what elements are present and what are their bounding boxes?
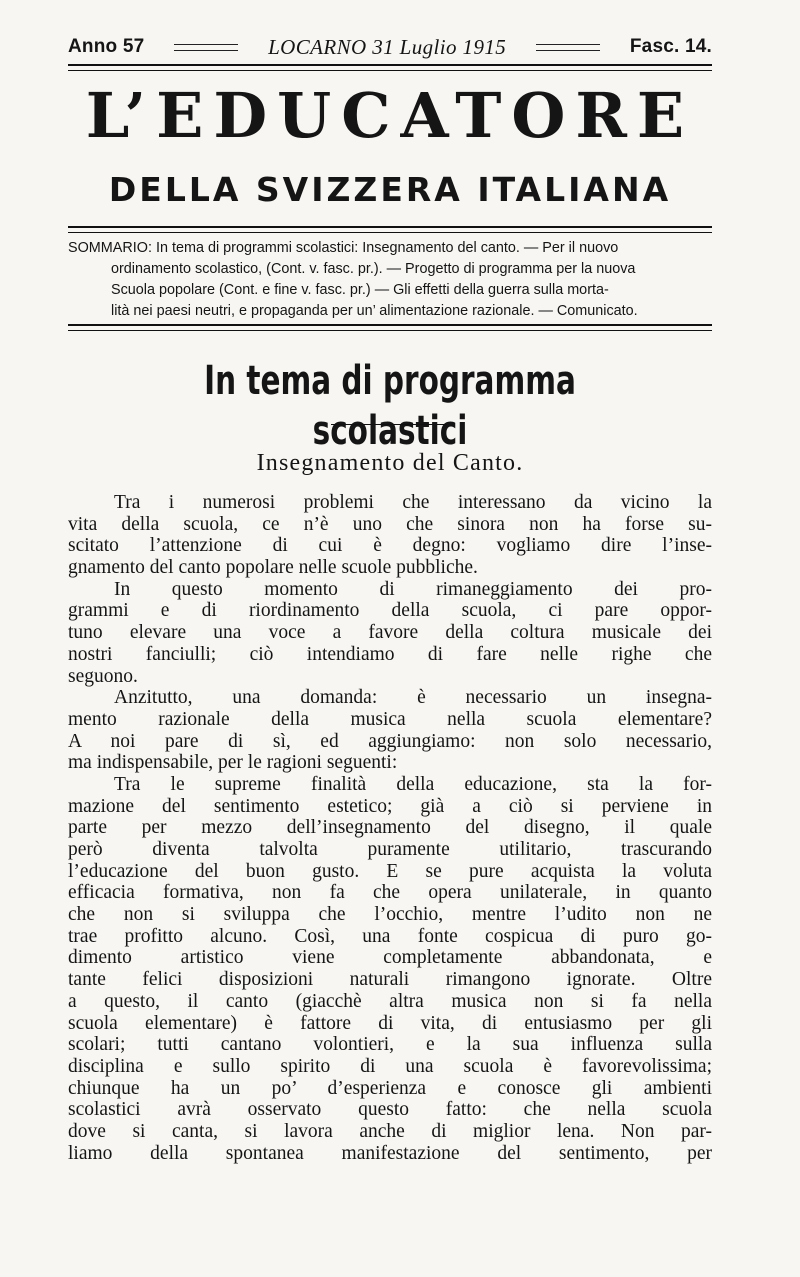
masthead-subtitle: DELLA SVIZZERA ITALIANA xyxy=(108,170,672,209)
text-line: scolastici avrà osservato questo fatto: che nella scuola xyxy=(68,1099,712,1121)
text-line: A noi pare di sì, ed aggiungiamo: non solo necessario, xyxy=(68,730,712,752)
decorative-rule xyxy=(536,44,600,51)
text-line: parte per mezzo dell’insegnamento del disegno, il quale xyxy=(68,817,712,839)
text-line: tuno elevare una voce a favore della coltura musicale dei xyxy=(68,622,712,644)
issue-line xyxy=(68,34,712,60)
text-line: gnamento del canto popolare nelle scuole pubbliche. xyxy=(68,557,478,579)
text-line: vita della scuola, ce n’è uno che sinora non ha forse su- xyxy=(68,513,712,535)
issue-number: Anno 57 xyxy=(68,36,145,57)
summary-line: lità nei paesi neutri, e propaganda per un’ alimentazione razionale. — Comunicato. xyxy=(111,303,638,319)
text-line: scitato l’attenzione di cui è degno: vogliamo dire l’inse- xyxy=(68,535,712,557)
text-line: mento razionale della musica nella scuola elementare? xyxy=(68,708,712,730)
section-title: Insegnamento del Canto. xyxy=(256,450,524,476)
text-line: grammi e di riordinamento della scuola, ci pare oppor- xyxy=(68,600,712,622)
text-line: scuola elementare) è fattore di vita, di entusiasmo per gli xyxy=(68,1012,712,1034)
text-line: però diventa talvolta puramente utilitario, trascurando xyxy=(68,839,712,860)
text-line: a questo, il canto (giacchè altra musica non si fa nella xyxy=(68,990,712,1012)
article-body xyxy=(68,492,712,1164)
text-line: l’educazione del buon gusto. E se pure acquista la voluta xyxy=(68,860,712,882)
summary-line: Scuola popolare (Cont. e fine v. fasc. pr.) — Gli effetti della guerra sulla morta- xyxy=(111,282,609,298)
text-line: mazione del sentimento estetico; già a ciò si perviene in xyxy=(68,795,712,817)
masthead-rule xyxy=(68,226,712,233)
text-line: dove si canta, si lavora anche di miglior lena. Non par- xyxy=(68,1120,712,1142)
summary-block xyxy=(68,238,712,322)
summary-line xyxy=(68,238,712,259)
text-line: efficacia formativa, non fa che opera unilaterale, in quanto xyxy=(68,882,712,904)
dateline: LOCARNO 31 Luglio 1915 xyxy=(268,34,507,59)
text-line: seguono. xyxy=(68,665,138,687)
text-line: ma indispensabile, per le ragioni seguenti: xyxy=(68,752,398,774)
decorative-rule xyxy=(174,44,238,51)
text-line: In questo momento di rimaneggiamento dei pro- xyxy=(114,578,712,600)
text-line: scolari; tutti cantano volontieri, e la sua influenza sulla xyxy=(68,1034,712,1056)
fascicle-number: Fasc. 14. xyxy=(629,36,712,57)
text-line: Tra le supreme finalità della educazione, sta la for- xyxy=(114,773,712,795)
summary-text: In tema di programmi scolastici: Insegnamento del canto. — Per il nuovo xyxy=(155,240,619,256)
summary-rule xyxy=(68,324,712,331)
newspaper-page xyxy=(68,0,712,1277)
text-line: disciplina e sullo spirito di una scuola è favorevolissima; xyxy=(68,1055,712,1077)
text-line: chiunque ha un po’ d’esperienza e conosce gli ambienti xyxy=(68,1077,712,1099)
text-line: nostri fanciulli; ciò intendiamo di fare nelle righe che xyxy=(68,643,712,665)
text-line: Tra i numerosi problemi che interessano da vicino la xyxy=(114,492,712,513)
text-line: liamo della spontanea manifestazione del sentimento, per xyxy=(68,1142,712,1164)
text-line: che non si sviluppa che l’occhio, mentre l’udito non ne xyxy=(68,904,712,926)
article-title: In tema di programma scolastici xyxy=(204,358,576,454)
text-line: Anzitutto, una domanda: è necessario un insegna- xyxy=(114,687,712,709)
title-divider xyxy=(331,424,447,425)
header-rule xyxy=(68,64,712,71)
text-line: trae profitto alcuno. Così, una fonte cospicua di puro go- xyxy=(68,925,712,947)
summary-line: ordinamento scolastico, (Cont. v. fasc. pr.). — Progetto di programma per la nuova xyxy=(111,261,636,277)
summary-label: SOMMARIO: xyxy=(68,240,152,256)
masthead-title: L’EDUCATORE xyxy=(85,79,695,152)
text-line: dimento artistico viene completamente abbandonata, e xyxy=(68,947,712,969)
text-line: tante felici disposizioni naturali rimangono ignorate. Oltre xyxy=(68,969,712,991)
